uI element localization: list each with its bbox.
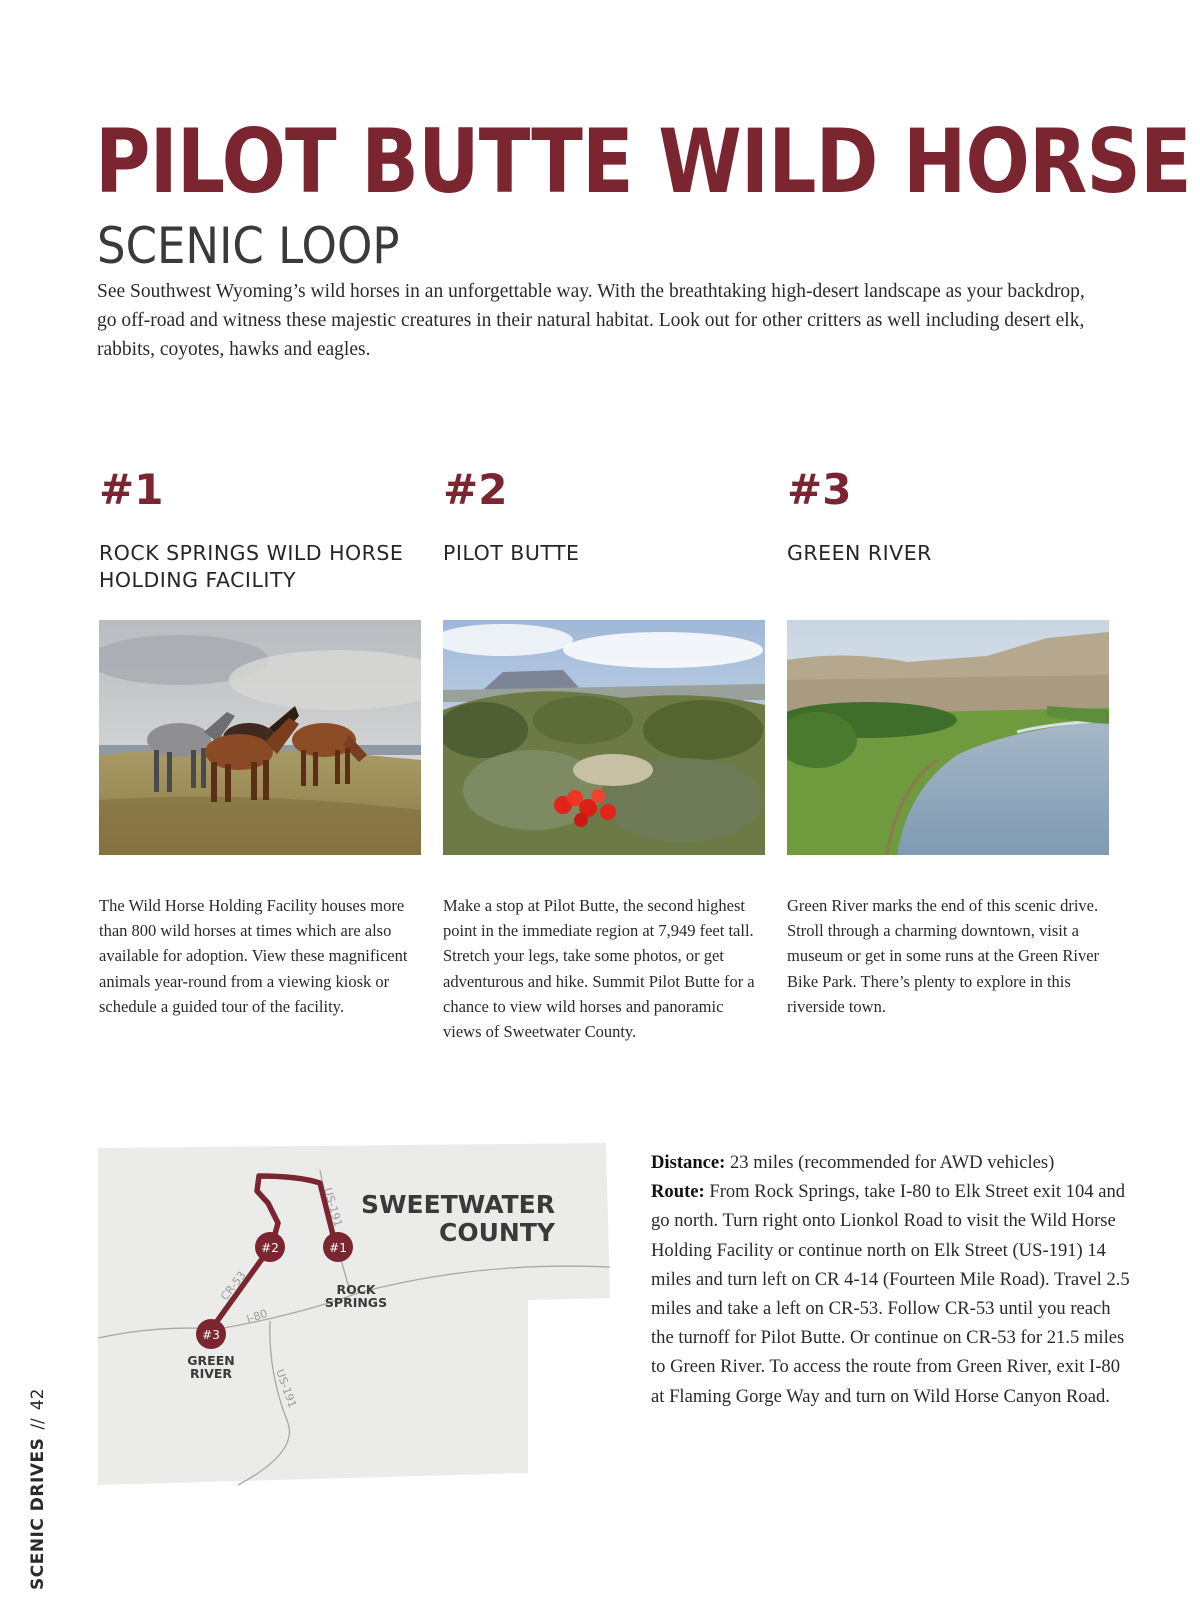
intro-paragraph: See Southwest Wyoming’s wild horses in an unforgettable way. With the breathtaking high-desert landscape as your backdrop, go off-road and witness these majestic creatures in their natural habitat. Look out for other critters as well including desert elk, rabbits, coyotes, hawks and eagles. — [97, 281, 1085, 360]
page-title: PILOT BUTTE WILD HORSE — [95, 110, 1191, 213]
stop-name: PILOT BUTTE — [443, 541, 580, 565]
stop-description: Green River marks the end of this scenic drive. Stroll through a charming downtown, visit a museum or get in some runs at the Green River Bike Park. There’s plenty to explore in this riverside town. — [787, 896, 1100, 1016]
route-info — [651, 1148, 1131, 1411]
marker-3-label: #3 — [202, 1328, 220, 1342]
us191-north-label: US-191 — [321, 1186, 345, 1229]
distance-label: Distance: — [651, 1152, 726, 1173]
green-river-label-1: GREEN — [187, 1353, 235, 1368]
rock-springs-label-2: SPRINGS — [324, 1295, 388, 1310]
page-footer — [28, 1389, 48, 1590]
route-text: From Rock Springs, take I-80 to Elk Street exit 104 and go north. Turn right onto Lionkol Road to visit the Wild Horse Holding Facility or continue north on Elk Street (US-191) 14 miles and turn left on CR 4-14 (Fourteen Mile Road). Travel 2.5 miles and take a left on CR-53. Follow CR-53 until you reach the turnoff for Pilot Butte. Or continue on CR-53 for 21.5 miles to Green River. To access the route from Green River, exit I-80 at Flaming Gorge Way and turn on Wild Horse Canyon Road. — [651, 1181, 1130, 1407]
stop-number: #3 — [787, 465, 852, 514]
green-river-photo — [787, 620, 1109, 855]
rock-springs-label-1: ROCK — [336, 1282, 376, 1297]
stop-number: #1 — [99, 465, 164, 514]
page-subtitle: SCENIC LOOP — [97, 217, 400, 275]
wild-horses-photo — [99, 620, 421, 855]
stop-number: #2 — [443, 465, 508, 514]
marker-1-label: #1 — [329, 1241, 347, 1255]
marker-2-label: #2 — [261, 1241, 279, 1255]
stop-2 — [443, 465, 765, 1044]
us191-south-label: US-191 — [273, 1367, 300, 1410]
stop-name: GREEN RIVER — [787, 541, 932, 565]
county-name-line2: COUNTY — [439, 1218, 555, 1247]
county-name-line1: SWEETWATER — [360, 1190, 555, 1219]
pilot-butte-photo — [443, 620, 765, 855]
stop-description: The Wild Horse Holding Facility houses more than 800 wild horses at times which are also available for adoption. View these magnificent animals year-round from a viewing kiosk or schedule a guided tour of the facility. — [99, 896, 408, 1016]
stop-name: ROCK SPRINGS WILD HORSE HOLDING FACILITY — [99, 541, 404, 592]
route-label: Route: — [651, 1181, 705, 1203]
stop-3 — [787, 465, 1109, 1019]
green-river-label-2: RIVER — [189, 1366, 233, 1381]
page-number: 42 — [28, 1388, 48, 1411]
route-map — [98, 1143, 618, 1493]
cr53-label: CR-53 — [218, 1268, 249, 1303]
stop-1 — [99, 465, 421, 1019]
i80-label: I-80 — [244, 1306, 270, 1326]
footer-separator: // — [28, 1418, 48, 1430]
distance-text: 23 miles (recommended for AWD vehicles) — [725, 1152, 1055, 1173]
section-name: SCENIC DRIVES — [28, 1437, 48, 1590]
stop-description: Make a stop at Pilot Butte, the second highest point in the immediate region at 7,949 feet tall. Stretch your legs, take some photos, or get adventurous and hike. Summit Pilot Butte for a chance to view wild horses and panoramic views of Sweetwater County. — [443, 896, 755, 1042]
